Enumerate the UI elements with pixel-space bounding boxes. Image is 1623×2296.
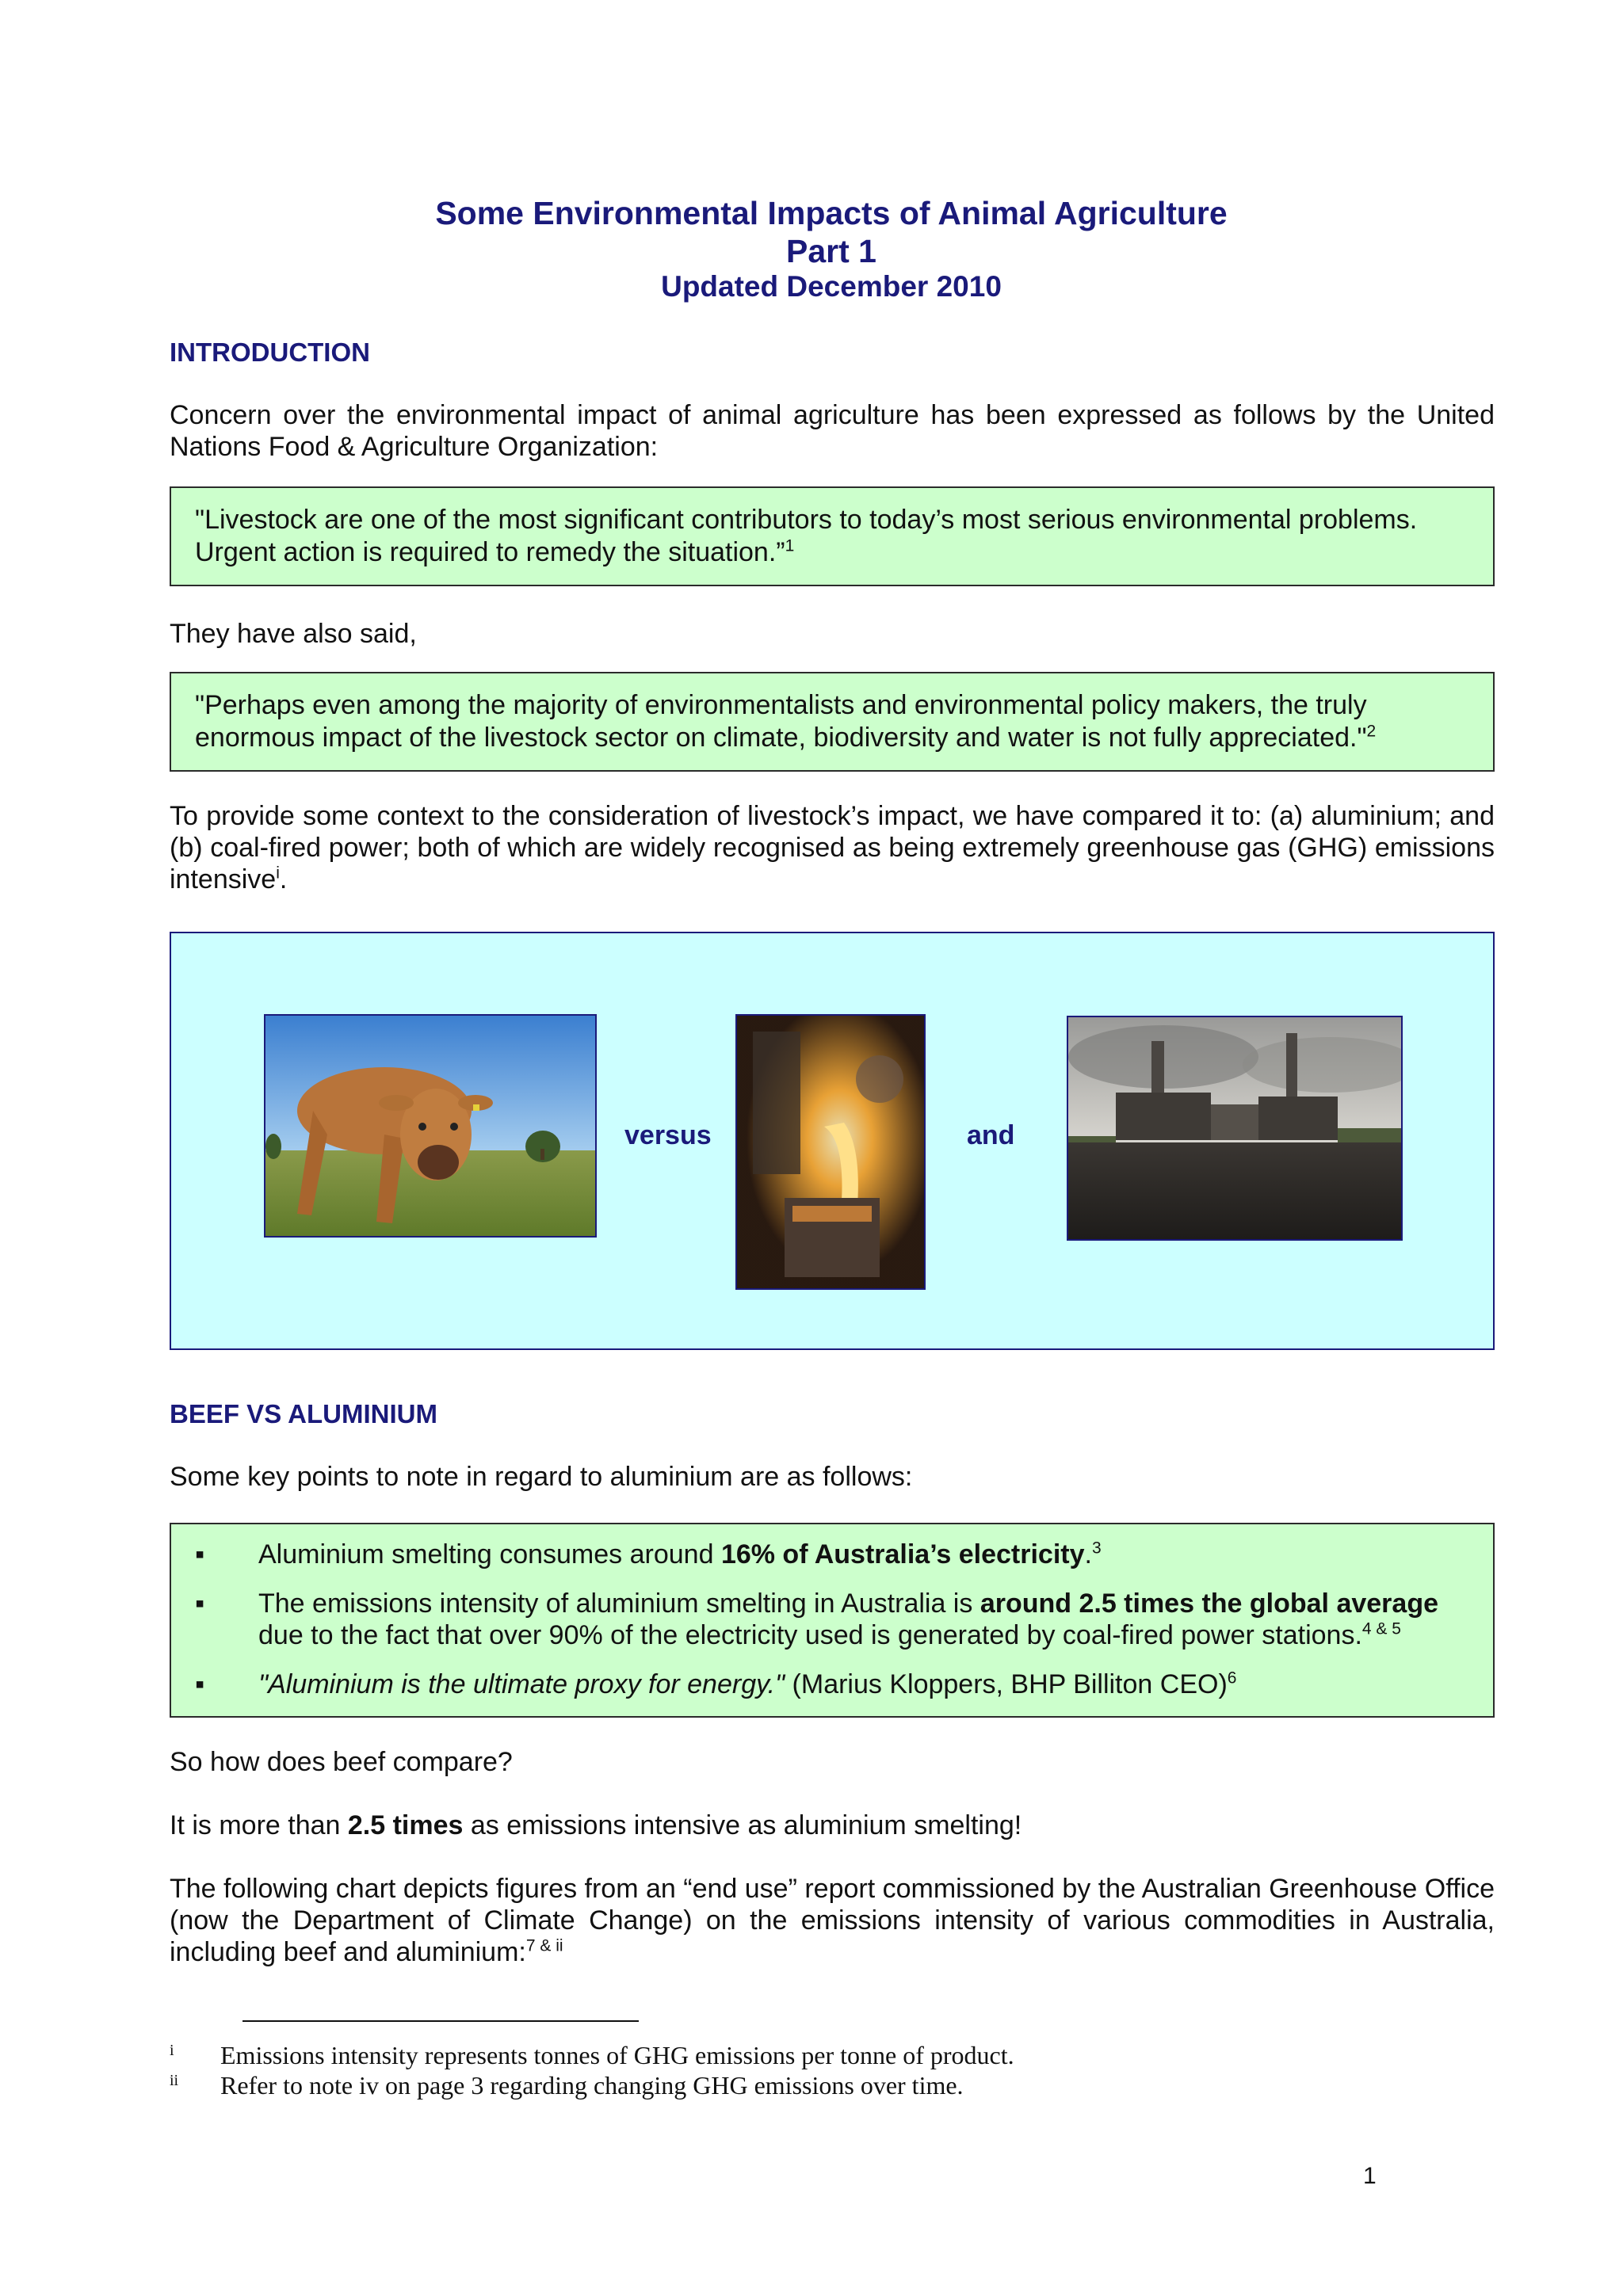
footnote-ref-6: 6 <box>1227 1669 1237 1688</box>
introduction-heading: INTRODUCTION <box>170 338 370 367</box>
quote-1 <box>195 504 1469 569</box>
statement-end: as emissions intensive as aluminium smelting! <box>463 1810 1022 1840</box>
page-number: 1 <box>1363 2163 1377 2189</box>
quote-box-1 <box>170 486 1495 586</box>
bullet-icon: ▪ <box>195 1539 205 1569</box>
statement-emphasis: 2.5 times <box>347 1810 464 1840</box>
quote-box-2 <box>170 672 1495 772</box>
bullet-icon: ▪ <box>195 1589 205 1619</box>
versus-label: versus <box>624 1120 712 1150</box>
footnote-ref-3: 3 <box>1091 1539 1102 1558</box>
they-have-also-said: They have also said, <box>170 619 417 649</box>
footnote-ref-1: 1 <box>785 536 795 555</box>
bullet-1-end: . <box>1084 1539 1092 1569</box>
bullet-3-quote: "Aluminium is the ultimate proxy for energy." <box>258 1669 785 1699</box>
footnote-ref-2: 2 <box>1366 722 1377 741</box>
bullet-1-text: Aluminium smelting consumes around <box>258 1539 721 1569</box>
beef-compare-question: So how does beef compare? <box>170 1747 513 1777</box>
beef-vs-aluminium-heading: BEEF VS ALUMINIUM <box>170 1399 437 1428</box>
footnote-ref-7-ii: 7 & ii <box>525 1936 563 1955</box>
bullet-2-text: The emissions intensity of aluminium smelting in Australia is <box>258 1589 980 1619</box>
intro-paragraph: Concern over the environmental impact of animal agriculture has been expressed as follows by the United Nations Food & Agriculture Organization: <box>170 400 1495 462</box>
chart-intro-text: The following chart depicts figures from an “end use” report commissioned by the Australian Greenhouse Office (now the Department of Climate Change) on the emissions intensity of various commodities in Australia, including beef and aluminium: <box>170 1874 1495 1967</box>
footnote-mark: i <box>170 2042 174 2059</box>
footnote-mark: ii <box>170 2072 179 2089</box>
bullet-2-emphasis: around 2.5 times the global average <box>980 1589 1438 1619</box>
aluminium-smelting-photo <box>735 1014 926 1290</box>
quote-2 <box>195 689 1469 754</box>
quote-2-text: "Perhaps even among the majority of environmentalists and environmental policy makers, the truly enormous impact of the livestock sector on climate, biodiversity and water is not fully appreciated." <box>195 690 1367 753</box>
document-title: Some Environmental Impacts of Animal Agriculture <box>435 195 1228 231</box>
aluminium-points-box <box>170 1523 1495 1718</box>
chart-intro-paragraph <box>170 1873 1495 1968</box>
footnote-text: Emissions intensity represents tonnes of GHG emissions per tonne of product. <box>220 2041 1014 2069</box>
quote-1-text: "Livestock are one of the most significant contributors to today’s most serious environmental problems. Urgent action is required to remedy the situation.” <box>195 505 1418 567</box>
context-text: To provide some context to the consideration of livestock’s impact, we have compared it to: (a) aluminium; and (b) coal-fired power; both of which are widely recognised as being extremely greenhouse gas (GHG) emissions intensive <box>170 801 1495 894</box>
footnote-ref-4-5: 4 & 5 <box>1361 1619 1401 1638</box>
bullet-2-end: due to the fact that over 90% of the electricity used is generated by coal-fired power stations. <box>258 1620 1362 1650</box>
footnote-i <box>170 2041 1279 2073</box>
and-label: and <box>967 1120 1015 1150</box>
coal-power-station-photo <box>1067 1016 1403 1241</box>
cow-photo <box>264 1014 597 1238</box>
document-date: Updated December 2010 <box>661 270 1002 303</box>
aluminium-intro: Some key points to note in regard to aluminium are as follows: <box>170 1462 913 1492</box>
footnote-ref-i: i <box>276 864 280 883</box>
document-subtitle: Part 1 <box>786 233 876 269</box>
bullet-3-attribution: (Marius Kloppers, BHP Billiton CEO) <box>785 1669 1228 1699</box>
context-paragraph <box>170 800 1495 895</box>
beef-compare-statement <box>170 1810 1495 1841</box>
footnote-ii <box>170 2071 1279 2103</box>
footnote-divider <box>242 2020 639 2022</box>
bullet-icon: ▪ <box>195 1669 205 1699</box>
statement-text: It is more than <box>170 1810 348 1840</box>
bullet-1-emphasis: 16% of Australia’s electricity <box>720 1539 1085 1569</box>
context-end: . <box>279 864 288 894</box>
footnote-text: Refer to note iv on page 3 regarding changing GHG emissions over time. <box>220 2071 964 2100</box>
comparison-image-panel <box>170 932 1495 1350</box>
